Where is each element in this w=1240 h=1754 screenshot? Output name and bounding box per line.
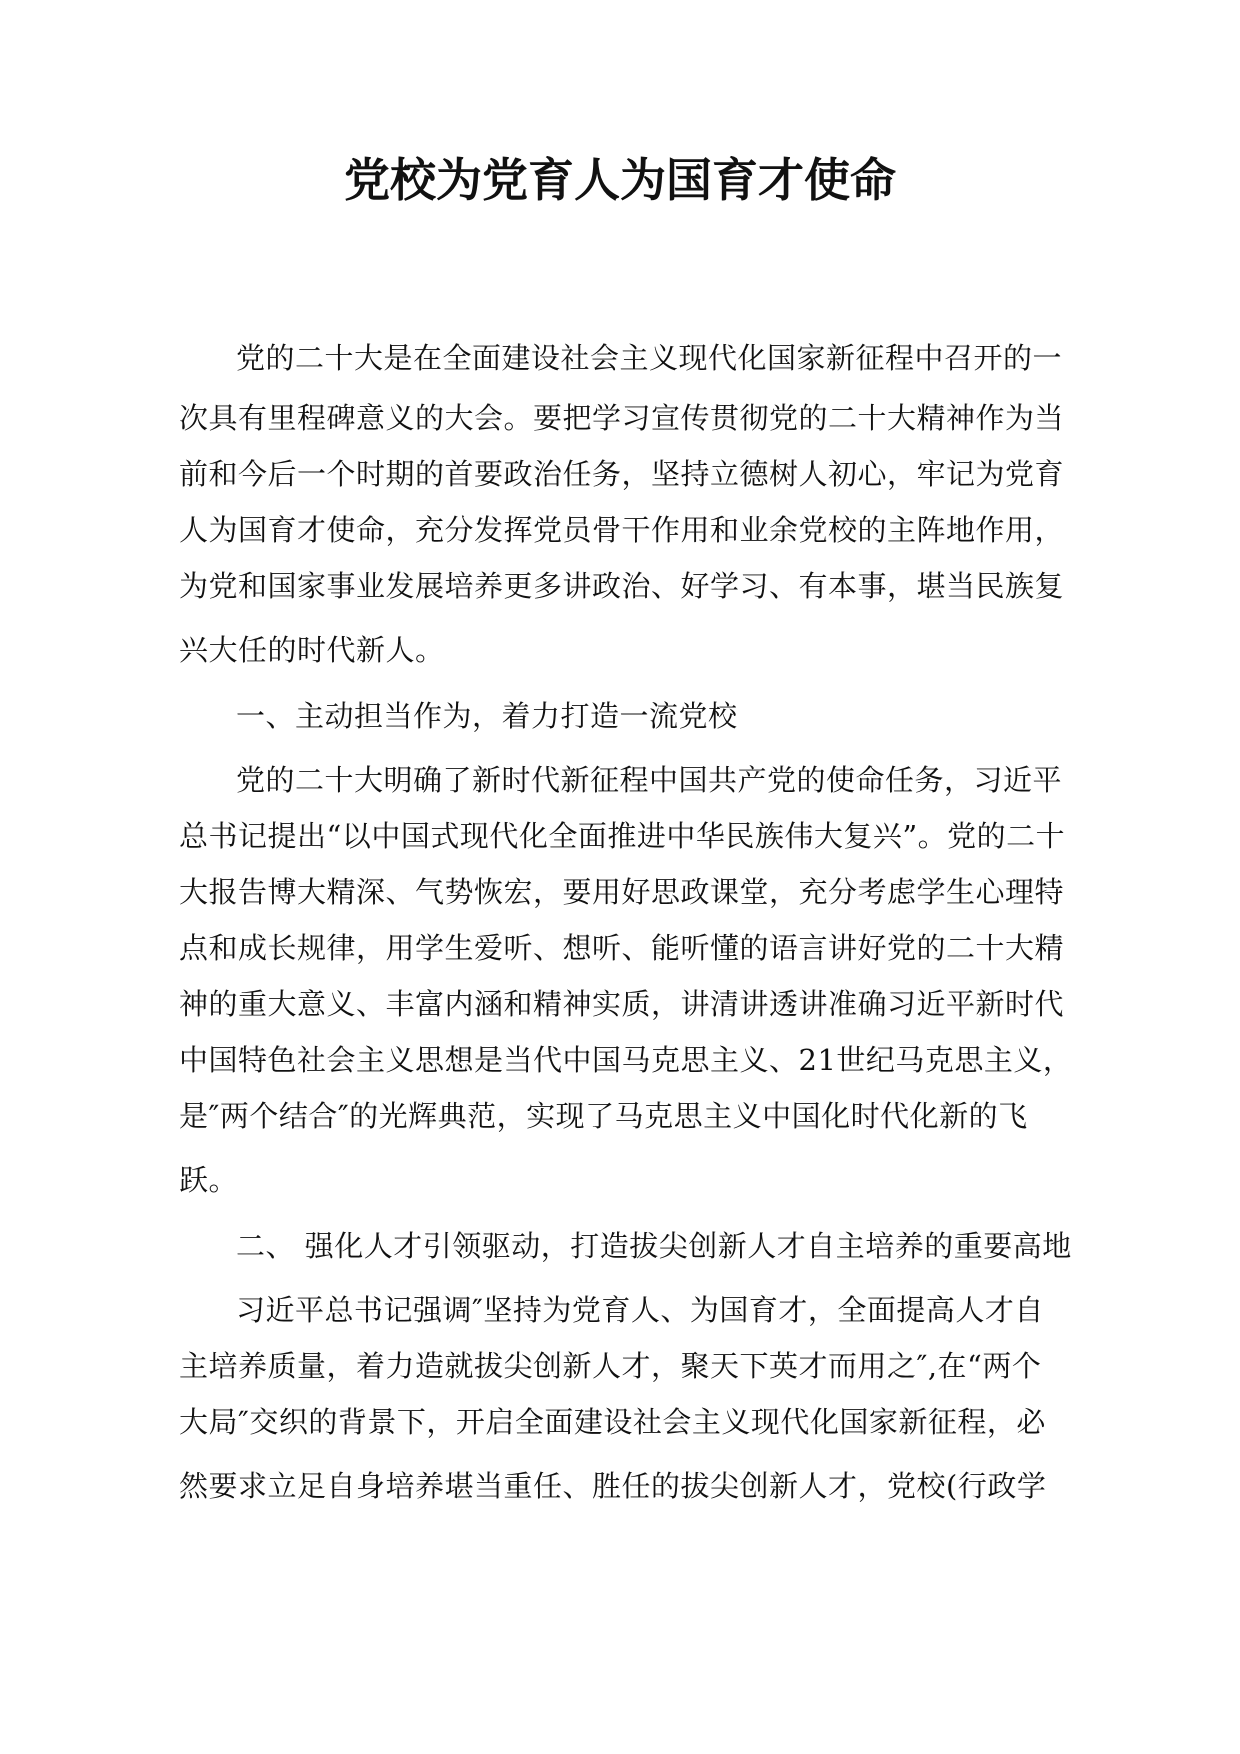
paragraph-1-line-1: 党的二十大是在全面建设社会主义现代化国家新征程中召开的一	[236, 341, 1063, 375]
paragraph-2-line-6: 中国特色社会主义思想是当代中国马克思主义、21世纪马克思主义，	[179, 1043, 1073, 1077]
paragraph-2-line-4: 点和成长规律，用学生爱听、想听、能听懂的语言讲好党的二十大精	[179, 931, 1065, 965]
paragraph-1-line-2: 次具有里程碑意义的大会。要把学习宣传贯彻党的二十大精神作为当	[179, 401, 1065, 435]
paragraph-2-line-7: 是″两个结合″的光辉典范，实现了马克思主义中国化时代化新的飞	[179, 1099, 1028, 1133]
paragraph-3-line-4: 然要求立足自身培养堪当重任、胜任的拔尖创新人才，党校(行政学	[179, 1469, 1047, 1503]
paragraph-2-line-1: 党的二十大明确了新时代新征程中国共产党的使命任务，习近平	[236, 763, 1063, 797]
section-heading-1: 一、主动担当作为，着力打造一流党校	[236, 699, 738, 733]
page-title: 党校为党育人为国育才使命	[344, 153, 896, 207]
paragraph-1-line-5: 为党和国家事业发展培养更多讲政治、好学习、有本事，堪当民族复	[179, 569, 1065, 603]
paragraph-3-line-3: 大局″交织的背景下，开启全面建设社会主义现代化国家新征程，必	[179, 1405, 1046, 1439]
paragraph-2-line-3: 大报告博大精深、气势恢宏，要用好思政课堂，充分考虑学生心理特	[179, 875, 1065, 909]
paragraph-3-line-2: 主培养质量，着力造就拔尖创新人才，聚天下英才而用之″,在“两个	[179, 1349, 1042, 1383]
section-heading-2: 二、 强化人才引领驱动，打造拔尖创新人才自主培养的重要高地	[236, 1229, 1072, 1263]
paragraph-1-line-4: 人为国育才使命，充分发挥党员骨干作用和业余党校的主阵地作用，	[179, 513, 1065, 547]
paragraph-1-line-3: 前和今后一个时期的首要政治任务，坚持立德树人初心，牢记为党育	[179, 457, 1065, 491]
paragraph-2-line-2: 总书记提出“以中国式现代化全面推进中华民族伟大复兴”。党的二十	[179, 819, 1066, 853]
paragraph-2-line-8: 跃。	[179, 1163, 239, 1197]
paragraph-3-line-1: 习近平总书记强调″坚持为党育人、为国育才，全面提高人才自	[236, 1293, 1044, 1327]
paragraph-1-line-6: 兴大任的时代新人。	[179, 633, 445, 667]
paragraph-2-line-5: 神的重大意义、丰富内涵和精神实质，讲清讲透讲准确习近平新时代	[179, 987, 1065, 1021]
